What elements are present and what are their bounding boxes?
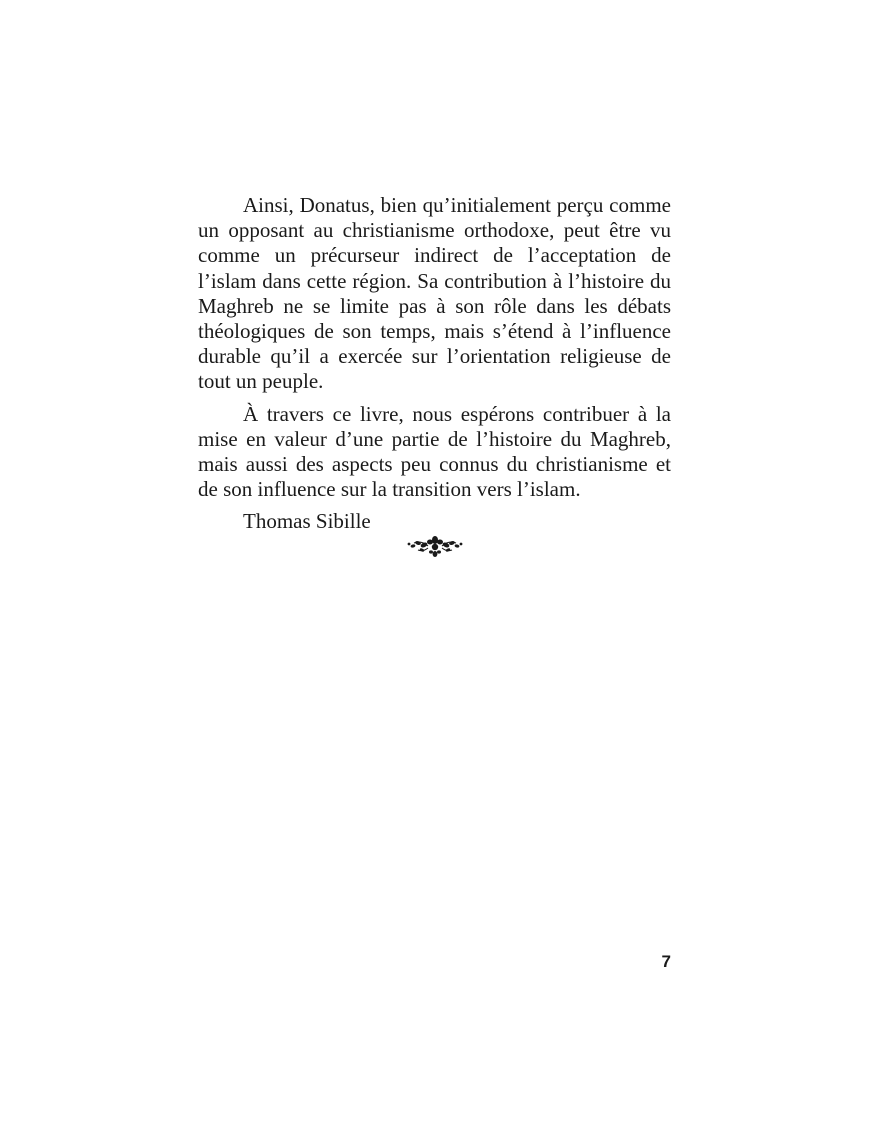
paragraph-2: À travers ce livre, nous espérons contribuer à la mise en valeur d’une partie de l’histoire du Maghreb, mais aussi des aspects peu connus du christianisme et de son influence sur la transition vers l’islam. — [198, 401, 671, 502]
page-number: 7 — [661, 952, 671, 971]
floral-ornament-icon — [406, 531, 464, 561]
paragraph-1: Ainsi, Donatus, bien qu’initialement perçu comme un opposant au christianisme orthodoxe, peut être vu comme un précurseur indirect de l’acceptation de l’islam dans cette région. Sa contribution à l’histoire du Maghreb ne se limite pas à son rôle dans les débats théologiques de son temps, mais s’étend à l’influence durable qu’il a exercée sur l’orientation religieuse de tout un peuple. — [198, 193, 671, 394]
body-text — [198, 193, 671, 542]
author-signature: Thomas Sibille — [243, 509, 371, 534]
